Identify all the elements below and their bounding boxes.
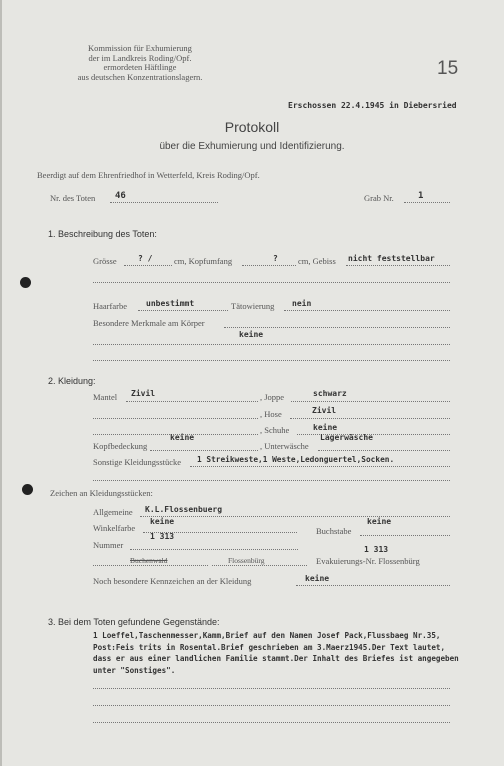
noch-kennzeichen-label: Noch besondere Kennzeichen an der Kleidung (93, 576, 252, 586)
nummer-label: Nummer (93, 540, 124, 550)
page-edge-left (0, 0, 2, 766)
punch-hole (20, 277, 31, 288)
section-1-heading: 1. Beschreibung des Toten: (48, 229, 157, 239)
kopfbedeckung-value: keine (170, 433, 195, 442)
hose-label: , Hose (260, 409, 282, 419)
mantel-value: Zivil (131, 389, 156, 398)
winkelfarbe-value: keine (150, 517, 175, 526)
winkelfarbe-label: Winkelfarbe (93, 523, 136, 533)
evakuierungs-nr-value: 1 313 (364, 545, 389, 554)
evakuierungs-label: Evakuierungs-Nr. Flossenbürg (316, 556, 420, 566)
zeichen-heading: Zeichen an Kleidungsstücken: (50, 488, 153, 498)
nr-label: Nr. des Toten (50, 193, 96, 203)
groesse-label: Grösse (93, 256, 117, 266)
section-3-heading: 3. Bei dem Toten gefundene Gegenstände: (48, 617, 220, 627)
taetowierung-value: nein (292, 299, 312, 308)
punch-hole (22, 484, 33, 495)
mantel-label: Mantel (93, 392, 118, 402)
camp-name: Flossenbürg (228, 556, 265, 565)
org-block (60, 44, 220, 82)
merkmale-label: Besondere Merkmale am Körper (93, 318, 205, 328)
taetowierung-label: Tätowierung (231, 301, 275, 311)
org-line: Kommission für Exhumierung (88, 43, 192, 53)
sonstige-label: Sonstige Kleidungsstücke (93, 457, 182, 467)
org-line: der im Landkreis Roding/Opf. (88, 52, 192, 63)
section-2-heading: 2. Kleidung: (48, 376, 96, 386)
allgemeine-value: K.L.Flossenbuerg (145, 505, 223, 514)
struck-camp-name: Buchenwald (130, 556, 168, 565)
grab-value: 1 (418, 191, 424, 201)
page-number: 15 (437, 58, 459, 79)
gebiss-label: cm, Gebiss (298, 256, 336, 266)
kopfbedeckung-label: Kopfbedeckung (93, 441, 148, 451)
kopfumfang-value: ? (273, 254, 278, 263)
org-line: ermordeten Häftlinge (103, 62, 177, 72)
document-title: Protokoll (224, 119, 280, 135)
hose-value: Zivil (312, 406, 337, 415)
unterwaesche-label: , Unterwäsche (260, 441, 309, 451)
org-line: aus deutschen Konzentrationslagern. (77, 71, 203, 82)
nummer-value: 1 313 (150, 532, 175, 541)
kopfumfang-label: cm, Kopfumfang (174, 256, 233, 266)
gebiss-value: nicht feststellbar (348, 254, 435, 263)
noch-kennzeichen-value: keine (305, 574, 330, 583)
shot-note: Erschossen 22.4.1945 in Diebersried (288, 101, 457, 110)
items-found-text: 1 Loeffel,Taschenmesser,Kamm,Brief auf den Namen Josef Pack,Flussbaeg Nr.35, Post:Feis trits in Rosental.Brief geschrieben am 3.Maerz1945.Der Text lautet, dass er aus einer landlichen Familie stammt.Der Inhalt des Briefes ist angegeben unter "Sonstiges". (93, 631, 459, 675)
haarfarbe-label: Haarfarbe (93, 301, 127, 311)
haarfarbe-value: unbestimmt (146, 299, 195, 308)
schuhe-value: keine (313, 423, 338, 432)
merkmale-value: keine (239, 330, 264, 339)
joppe-label: , Joppe (260, 392, 285, 402)
groesse-value: ? / (138, 254, 153, 263)
allgemeine-label: Allgemeine (93, 507, 133, 517)
grab-label: Grab Nr. (364, 193, 394, 203)
schuhe-label: , Schuhe (260, 425, 290, 435)
buchstabe-value: keine (367, 517, 392, 526)
unterwaesche-value: Lagerwäsche (320, 433, 373, 442)
document-subtitle: über die Exhumierung und Identifizierung. (159, 141, 345, 152)
sonstige-value: 1 Streikweste,1 Weste,Ledonguertel,Socken. (197, 455, 395, 464)
buchstabe-label: Buchstabe (316, 526, 352, 536)
nr-value: 46 (115, 191, 126, 201)
joppe-value: schwarz (313, 389, 347, 398)
burial-place: Beerdigt auf dem Ehrenfriedhof in Wetterfeld, Kreis Roding/Opf. (37, 170, 260, 180)
